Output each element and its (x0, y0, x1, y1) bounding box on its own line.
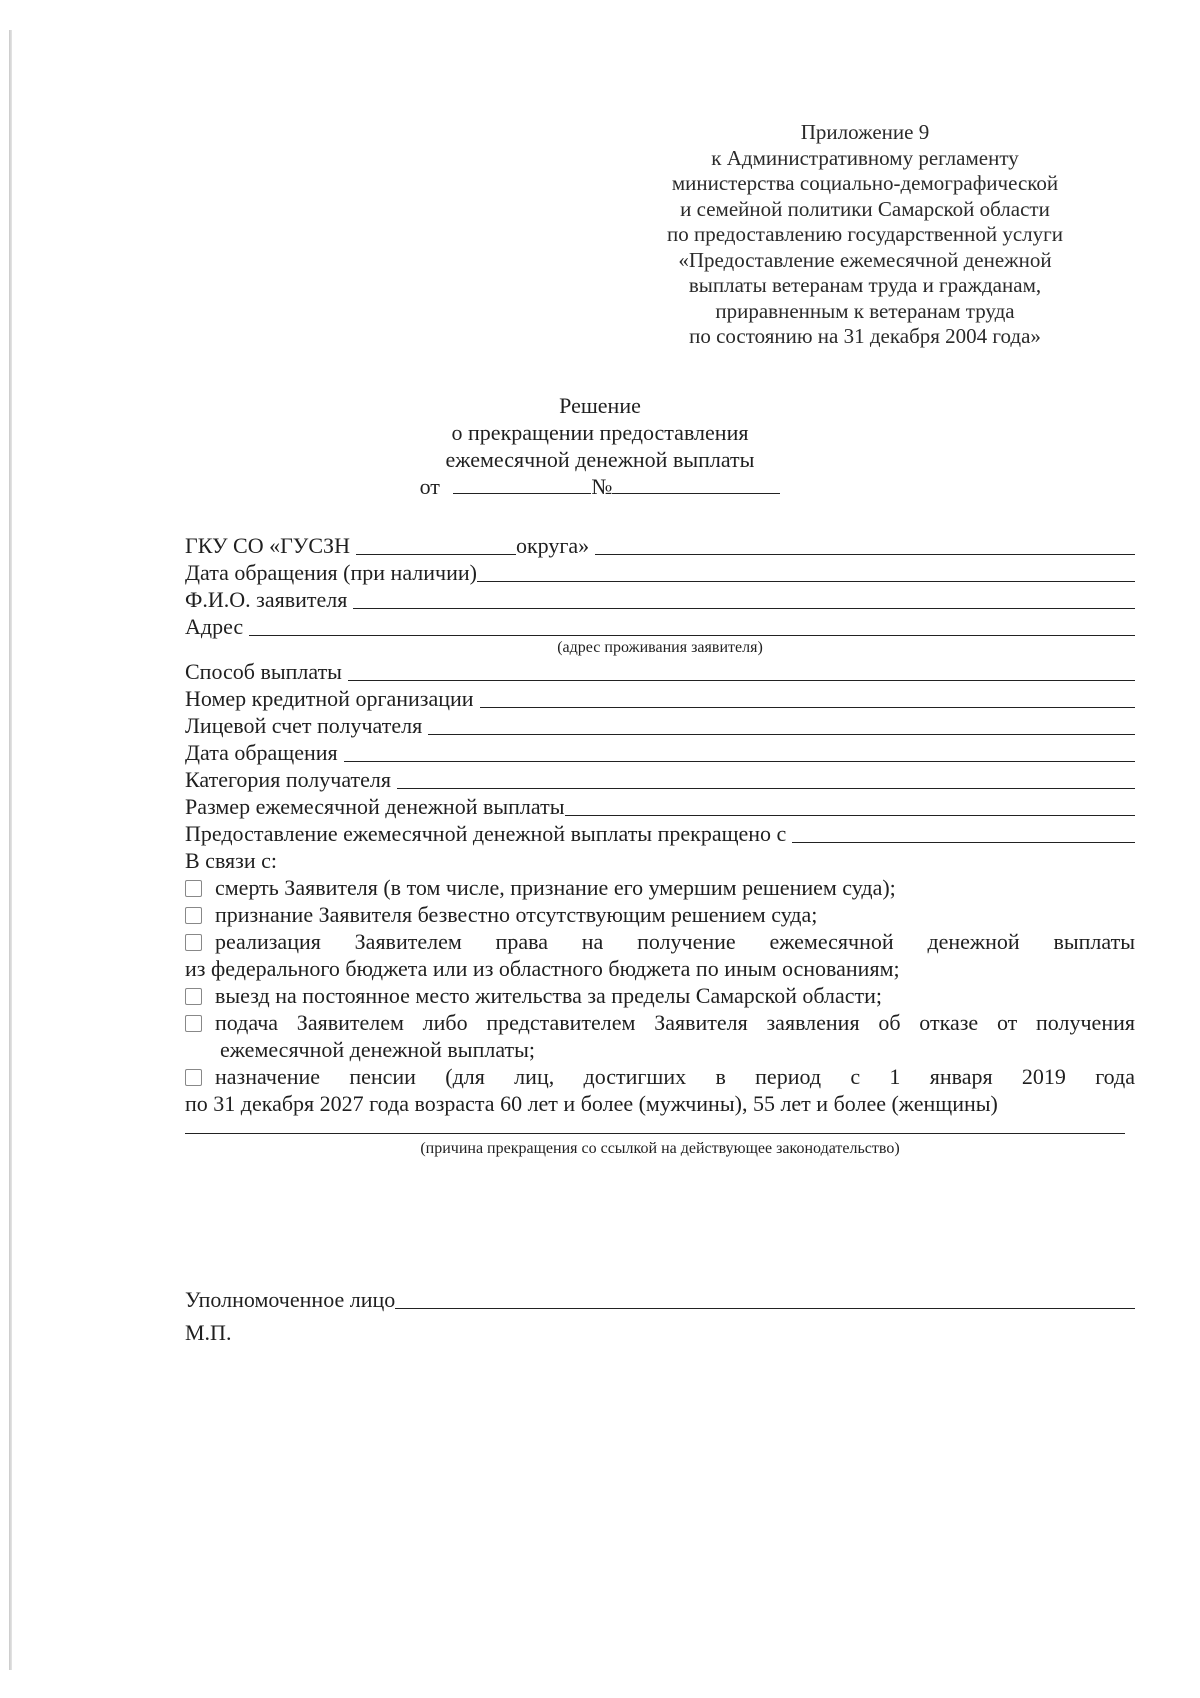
form-field-row (185, 559, 1135, 586)
field-label: Лицевой счет получателя (185, 713, 423, 738)
field-label: Предоставление ежемесячной денежной выплаты прекращено с (185, 821, 787, 846)
form-field-row (185, 739, 1135, 766)
reason-text-continued: ежемесячной денежной выплаты; (220, 1037, 536, 1062)
agency-blank[interactable] (595, 536, 1135, 555)
scan-left-edge (9, 30, 12, 1670)
field-label: Способ выплаты (185, 659, 342, 684)
appendix-line: министерства социально-демографической (671, 171, 1059, 195)
agency-suffix: округа» (515, 533, 590, 558)
appendix-line: по предоставлению государственной услуги (667, 222, 1063, 246)
reason-text: смерть Заявителя (в том числе, признание его умершим решением суда); (215, 875, 896, 900)
appendix-line: выплаты ветеранам труда и гражданам, (688, 273, 1042, 297)
field-label: Номер кредитной организации (185, 686, 474, 711)
form-field-row (185, 712, 1135, 739)
reason-text-continued: по 31 декабря 2027 года возраста 60 лет и более (мужчины), 55 лет и более (женщины) (185, 1091, 998, 1116)
decision-subtitle: ежемесячной денежной выплаты (445, 447, 755, 472)
reason-option (185, 982, 1135, 1009)
reason-option (185, 928, 1135, 982)
reason-text-continued: из федерального бюджета или из областного бюджета по иным основаниям; (185, 956, 900, 981)
reason-text: назначение пенсии (для лиц, достигших в период с 1 января 2019 года (215, 1064, 1135, 1089)
from-label: от (419, 474, 440, 499)
checkbox[interactable] (185, 907, 202, 924)
field-blank[interactable] (348, 662, 1135, 681)
date-blank[interactable] (453, 473, 591, 494)
reason-text: признание Заявителя безвестно отсутствующим решением суда; (215, 902, 818, 927)
district-blank[interactable] (356, 536, 516, 555)
number-blank[interactable] (612, 473, 780, 494)
checkbox[interactable] (185, 880, 202, 897)
field-label: Ф.И.О. заявителя (185, 587, 348, 612)
form-field-row (185, 820, 1135, 847)
form-field-row (185, 586, 1135, 613)
reason-option (185, 1063, 1135, 1117)
checkbox[interactable] (185, 1069, 202, 1086)
reason-text: подача Заявителем либо представителем Заявителя заявления об отказе от получения (215, 1010, 1135, 1035)
appendix-line: к Административному регламенту (711, 145, 1019, 170)
reasons-label: В связи с: (185, 848, 277, 873)
stamp-label: М.П. (185, 1320, 232, 1345)
signature-blank[interactable] (395, 1290, 1135, 1309)
appendix-line: и семейной политики Самарской области (680, 196, 1050, 221)
signature-row (185, 1283, 1135, 1313)
authorized-person-label: Уполномоченное лицо (185, 1287, 396, 1312)
field-blank[interactable] (565, 797, 1136, 816)
number-label: № (591, 474, 613, 499)
checkbox[interactable] (185, 988, 202, 1005)
field-blank[interactable] (428, 716, 1135, 735)
field-label: Дата обращения (при наличии) (185, 560, 477, 585)
reason-text: реализация Заявителем права на получение ежемесячной денежной выплаты (215, 929, 1135, 954)
checkbox[interactable] (185, 1015, 202, 1032)
appendix-line: приравненным к ветеранам труда (715, 298, 1015, 323)
address-caption: (адрес проживания заявителя) (557, 639, 763, 656)
decision-title-block (380, 392, 820, 500)
appendix-line: Приложение 9 (800, 120, 930, 144)
form-field-row (185, 793, 1135, 820)
agency-prefix: ГКУ СО «ГУСЗН (185, 533, 350, 558)
decision-date-number-row (380, 473, 820, 500)
reason-text: выезд на постоянное место жительства за пределы Самарской области; (215, 983, 883, 1008)
decision-form (185, 532, 1135, 1158)
decision-title: Решение (559, 393, 641, 418)
field-blank[interactable] (477, 563, 1135, 582)
reason-blank[interactable] (185, 1121, 1125, 1134)
form-field-row (185, 685, 1135, 712)
form-field-row (185, 613, 1135, 640)
agency-row (185, 532, 1135, 559)
reason-option (185, 1009, 1135, 1063)
reason-option (185, 874, 1135, 901)
field-blank[interactable] (792, 824, 1135, 843)
field-blank[interactable] (353, 590, 1135, 609)
field-label: Дата обращения (185, 740, 338, 765)
field-blank[interactable] (344, 743, 1135, 762)
decision-subtitle: о прекращении предоставления (451, 420, 749, 445)
form-field-row (185, 658, 1135, 685)
appendix-header (630, 120, 1100, 350)
reason-caption: (причина прекращения со ссылкой на действующее законодательство) (420, 1140, 900, 1157)
field-label: Адрес (185, 614, 244, 639)
field-label: Размер ежемесячной денежной выплаты (185, 794, 565, 819)
reason-option (185, 901, 1135, 928)
appendix-line: по состоянию на 31 декабря 2004 года» (689, 324, 1041, 348)
form-field-row (185, 766, 1135, 793)
checkbox[interactable] (185, 934, 202, 951)
appendix-line: «Предоставление ежемесячной денежной (678, 247, 1052, 272)
field-blank[interactable] (397, 770, 1135, 789)
field-label: Категория получателя (185, 767, 392, 792)
field-blank[interactable] (480, 689, 1135, 708)
field-blank[interactable] (249, 617, 1135, 636)
